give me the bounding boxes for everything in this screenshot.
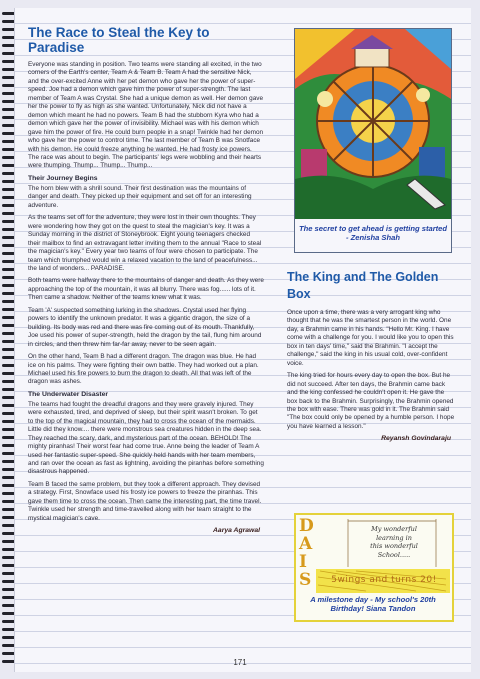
story-paragraph: Both teams were halfway there to the mountains of danger and death. As they were approaching the top of the mountain, it was all blurry. There was fog...... lots of it. Then came a shadow. Neither of the teams knew what it was. [28, 277, 264, 302]
story-title: The Race to Steal the Key to Paradise [28, 25, 210, 55]
story-paragraph: Team B faced the same problem, but they took a different approach. They devised a strategy. First, Snowface used his frosty ice powers to freeze the piranhas. This gave them time to cross the ocean. Then came the interesting part, the time travel. Twinkle used her strength and time-travelled along with her team straight to the mystical magician's cave. [28, 480, 262, 522]
story-paragraph: Once upon a time, there was a very arrogant king who thought that he was the smartest person in the world. One day, a Brahmin came in his hands. "Hello Mr. King. I have come with a challenge for you. I would like you to open this box in ten days' time," said the Brahmin. "I accept the challenge," said the king in his usual cold, over-confident voice. [287, 309, 454, 367]
story-paragraph: The horn blew with a shrill sound. Their first destination was the mountains of danger and death. They picked up their equipment and set off for an interesting adventure. [28, 184, 252, 209]
story-paragraph: Everyone was standing in position. Two teams were standing all excited, in the two corners of the Earth's center, Team A & Team B. Team A had the sensitive Nick, and the over-excited Anne with her pet demon who gave her the power of super-speed. Joe had a demon which gave him the power of super-strength. The last member of Team A was Crystal. She had a unique demon as well. Her demon gave her the power to fly as high as she wanted. Unfortunately, Nick did not have a demon which meant he had no powers. Team B had the stubborn Kyra who had a demon which gave her the power of invisibility. Michael was with his demon which gave him the power of fire. He could burn people in a snap! Twinkle had her demon who gave her the power to control time. The last member of Team B was Snotface with his demon. He could freeze anything he wanted. He had frosty ice powers. The race was about to begin. The participants' legs were wobbling and their hearts were thumping. Thump... Thump... Thump... [28, 61, 264, 170]
artwork-painting [294, 28, 452, 253]
page-number: 171 [233, 658, 247, 667]
drawing-text-line: School..... [377, 550, 411, 559]
story-author: Reyansh Govindaraju [381, 435, 451, 443]
story-author: Aarya Agrawal [213, 527, 260, 535]
drawing-text-line: this wonderful [370, 542, 418, 550]
letter: D [299, 516, 314, 536]
story-column-left [28, 25, 264, 534]
story-column-right [287, 269, 455, 442]
artwork-drawing [294, 513, 454, 622]
story-paragraph: The teams had fought the dreadful dragons and they were gravely injured. They were exhausted, tired, and deprived of sleep, but their spirit wasn't broken. To get to the top of the magical mountain, they had to cross the ocean of the mermaids. Little did they know.... there were monstrous sea creatures hidden in the deep sea. They reached the scary, dark, and mysterious part of the ocean. BEHOLD! The mighty piranhas! Their worst fear had come true. Anne being the leader of Team A used her fantastic super-speed. She quickly held hands with her team members, and ran over the ocean as fast as lightning, avoiding the piranhas before something disastrous happened. [28, 400, 264, 476]
story-paragraph: The king tried for hours every day to open the box. But he did not succeed. After ten days, the Brahmin came back and the king confessed he couldn't open it. He gave the box back to the Brahmin. Surprisingly, the Brahmin opened the box with ease. There was gold in it. The Brahmin said "The box could only be opened by a humble person. I hope you have learned a lesson." [287, 372, 455, 430]
letter: A [299, 534, 313, 554]
drawing-text-line: My wonderful [371, 525, 417, 533]
subheading: The Underwater Disaster [28, 390, 109, 398]
subheading: Their Journey Begins [28, 174, 98, 182]
drawing-bottom-text: 5wings and turns 20! [331, 575, 437, 585]
drawing-text-line: learning in [376, 533, 412, 542]
artwork-caption: The secret to get ahead is getting started - Zenisha Shah [298, 224, 448, 242]
story-title: The King and The Golden Box [287, 270, 439, 301]
artwork-caption: A milestone day - My school's 20th Birthday! Siana Tandon [310, 595, 436, 613]
letter: S [299, 570, 312, 590]
painting-illustration [295, 29, 451, 219]
story-paragraph: As the teams set off for the adventure, they were lost in their own thoughts. They were wondering how they got on the quest to steal the magician's key. It was a Sunday morning in the district of Stoneybrook. Eight young teenagers checked their mailbox to find an extravagant letter inviting them to the annual "Race to steal the magician's key." Every year two teams of four were chosen to participate. The team which triumphed would win a relaxed vacation to the land of peacefulness... the land of wonders... PARADISE. [28, 214, 262, 272]
story-paragraph: Team 'A' suspected something lurking in the shadows. Crystal used her flying powers to identify the unknown predator. It was a gigantic dragon, the size of a building. Its body was red and there was fire coming out of its mouth. Thankfully, Joe used his power of super-strength, held the dragon by the tail, flung him around in circles, and then threw him far-far away, never to be seen again. [28, 306, 262, 348]
letter: I [299, 552, 307, 572]
story-paragraph: On the other hand, Team B had a different dragon. The dragon was blue. He had ice on his palms. They were fighting their own battle. They had worked out a plan. Michael used his fire powers to burn the dragon to death. All that was left of the dragon was ashes. [28, 353, 259, 386]
